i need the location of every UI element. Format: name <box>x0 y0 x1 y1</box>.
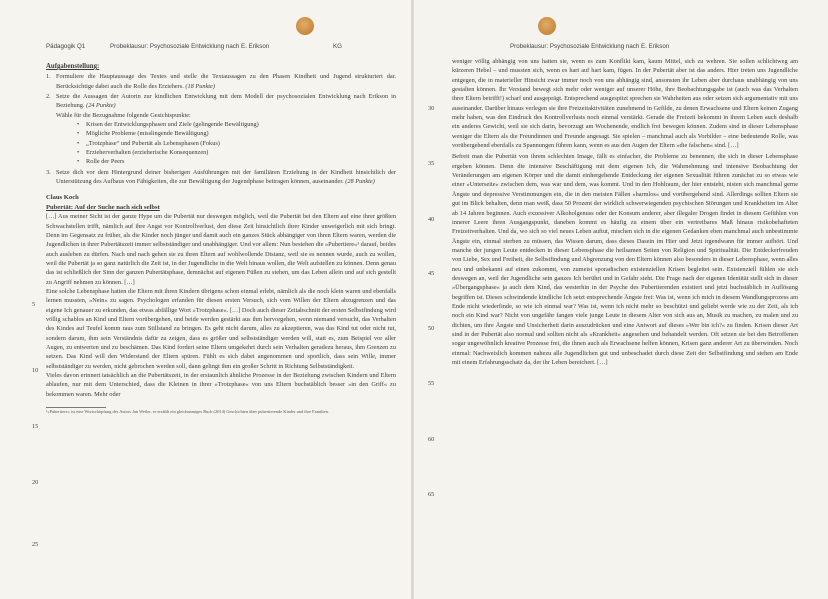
footnote-rule <box>46 407 106 408</box>
task-3-text: Setze dich vor dem Hintergrund deiner bisherigen Ausführungen mit der familiären Erziehung in der Kindheit hinsichtlich der Unterstützung des Aufbaus von Fähigkeiten, die zur Bewältigung der Jugendphase beitragen können, auseinander. <box>56 168 396 186</box>
line-number: 5 <box>32 301 36 308</box>
bullet-item: • Mögliche Probleme (misslingende Bewältigung) <box>86 129 396 138</box>
page-fold <box>411 0 414 599</box>
left-column <box>46 62 396 415</box>
task-2: 2. Setze die Aussagen der Autorin zur kindlichen Entwicklung mit dem Modell der psychosozialen Entwicklung nach Erikson in Beziehung. (24 Punkte) Wähle für die Bezugnahme folgende Gesichtspunkte: • Krisen der Entwicklungsphasen und Ziele (gelingende Bewältigung) • Mögliche Probleme (misslingende Bewältigung) • „Trotzphase“ und Pubertät als Lebensphasen (Fokus) • Erzieherverhalten (erzieherische Konsequenzen) • Rolle der Peers <box>46 92 396 167</box>
tasks-heading: Aufgabenstellung: <box>46 63 100 70</box>
header-exam-title-right: Probeklausur: Psychosoziale Entwicklung nach E. Erikson <box>510 43 670 50</box>
line-number: 15 <box>32 423 39 430</box>
bullet-item: • Erzieherverhalten (erzieherische Konsequenzen) <box>86 148 396 157</box>
task-3-points: (28 Punkte) <box>345 178 375 186</box>
line-number: 45 <box>428 270 435 277</box>
line-number: 65 <box>428 491 435 498</box>
line-number: 10 <box>32 367 39 374</box>
task-3: 3. Setze dich vor dem Hintergrund deiner bisherigen Ausführungen mit der familiären Erziehung in der Kindheit hinsichtlich der Unterstützung des Aufbaus von Fähigkeiten, die zur Bewältigung der Jugendphase beitragen können, auseinander. (28 Punkte) <box>46 168 396 186</box>
line-number: 60 <box>428 436 435 443</box>
article-paragraph: Eine solche Lebensphase hatten die Eltern mit ihren Kindern übrigens schon einmal erlebt, nämlich als die noch klein waren und ebenfalls lernen mussten, »Nein« zu sagen. Psychologen erfanden für diesen ersten Versuch, sich vom Willen der Eltern abzugrenzen und das eigene Ich genauer zu erkunden, das etwas abfällige Wort »Trotzphase«. […] Doch auch dieser Zeitabschnitt der ersten Selbstfindung wird völlig schablos an Kind und Eltern vorübergehen, und beide werden gestärkt aus ihm hervorgehen, wenn niemand versucht, das Verhalten des Kindes auf Teufel komm raus zum Stillstand zu bringen. Es geht nicht darum, alles zu akzeptieren, was das Kind tut oder nicht tut, sondern darum, ihm sein Verständnis dafür zu zeigen, dass es größer und selbstständiger werden will, statt es, zum Beispiel vor aller Augen, zu entwerten und zu beschämen. Das Kind fordert seine Eltern umgekehrt durch sein Verhalten geradezu heraus, ihm Grenzen zu setzen. Das Kind will den Widerstand der Eltern spüren. Fühlt es sich dabei angenommen und sportlich, dass sein Wille, immer selbstständiger zu werden, nicht gebrochen werden soll, dann gelingt ihm ein großer Schritt in Richtung Selbstständigkeit. <box>46 287 396 370</box>
line-number: 20 <box>32 479 39 486</box>
task-2-bullets <box>56 120 396 167</box>
article-paragraph: […] Aus meiner Sicht ist der ganze Hype um die Pubertät nur deswegen möglich, weil die Pubertät bei den Eltern auf eine ihrer größten Schwachstellen trifft, nämlich auf ihre Angst vor Kontrollverlust, den diese Zeit hinsichtlich ihrer Kinder unweigerlich mit sich bringt. Denn im Gegensatz zu früher, als die Kinder noch jünger und damit auch ein ganzes Stück abhängiger von ihren Eltern waren, werden die Jugendlichen in ihrer Pubertätszeit immer selbstständiger und unabhängiger. Und vor allem: Nun bestehen die »Pubertiere«¹ darauf, beides auch ausleben zu dürfen. Nach und nach gehen sie zu ihren Eltern auf wohlwollende Distanz, weil sie es nennen wurde, auch zu wollen, weil die Pubertät ja so ganz natürlich die Zeit ist, in der Jugendliche in die Welt hinaus wollen, die Welt aufstellen zu können. Denn genau das ist schließlich der Sinn der ganzen Pubertätsphase, demnächst auf eigenen Füßen zu stehen, um das Leben allein und auf sich gestellt zu Angriff nehmen zu können. […] <box>46 213 396 286</box>
task-2-points: (24 Punkte) <box>86 102 116 110</box>
line-number: 55 <box>428 380 435 387</box>
line-number: 30 <box>428 105 435 112</box>
bullet-item: • Rolle der Peers <box>86 157 396 166</box>
right-column <box>452 57 798 367</box>
article-paragraph: Vieles davon erinnert tatsächlich an die Pubertätszeit, in der erstaunlich ähnliche Prozesse in der Beziehung zwischen Kindern und Eltern ablaufen, nur mit dem Unterschied, dass die Kleinen in ihrer »Trotzphase« von uns Eltern buchstäblich besser »in den Griff« zu bekommen waren. Mehr oder <box>46 372 396 398</box>
footnote: ¹»Pubertiere« ist eine Wortschöpfung des Autors Jan Weiler, er erzählt ein gleichnamiges Buch (2014) Geschichten über pubertierende Kinder und ihre Familien. <box>46 409 329 415</box>
article-paragraph: Befreit man die Pubertät von ihrem schlechten Image, fällt es einfacher, die Probleme zu benennen, die sich in dieser Lebensphase ergeben können. Denn die intensive Beschäftigung mit dem eigenen Ich, die Wahrnehmung und intensive Beobachtung der Veränderungen am eigenen Körper und die damit einhergehende Entdeckung der eigenen Sexualität führen zunächst zu so etwas wie einer »Unterseite« zwischen dem, was war und dem, was kommt. Und in den Hohlraum, der hier entsteht, nisten sich manchmal gerne Ängste und depressive Verstimmungen ein, die in den meisten Fällen »harmlos« und vorübergehend sind. Allerdings sollten Eltern sie gut im Blick behalten, denn man weiß, dass 50 Prozent der wirklich schwerwiegenden psychischen Störungen und Krankheiten im Alter ab 14 Jahren beginnen. Auch exzessiver Alkoholgenuss oder der Konsum anderer, aber illegaler Drogen findet in diesem Gefühlen von innerer Leere ihren Ausgangspunkt, daneben kommt es häufig zu einem über ein vertretbares Maß hinaus risikobehafteten Freizeitverhalten. Und da, wo sich so viel neues Leben auftut, mischen sich in die eigenen Gedanken eben manchmal auch unbestimmte Ängste ein, einmal sterben zu müssen, das Wissen darum, dass dieses Dasein im Hier und Jetzt irgendwann für immer aufhört. Und manche der jungen Leute entdecken in dieser Lebensphase die heilsamen Seiten von Religion und Spiritualität. Die Entdeckerfreuden von Liebe, Sex und Freiheit, die Selbstfindung und Abgrenzung von den Eltern können also besonders in dieser Lebensphase, wenn alles neu und unbekannt auf einen zukommt, von zumeist sporadischen existenziellen Krisen begleitet sein. Existenziell fühlen sie sich deswegen an, weil der Jugendliche sein ganzes Ich berührt und in Gefahr sieht. Die Frage nach der eigenen Identität stellt sich in dieser »Übergangsphase« ja auch dem Kind, das westerhin in der Psyche des Pubertierenden existiert und jetzt buchstäblich in Auflösung begriffen ist. Dieses schwindende kindliche Ich setzt entsprechende Ängste frei: Was ist, wenn ich mich in diesem Wandlungsprozess am Ende nicht wiederfinde, so wie ich einmal war? Was ist, wenn ich nicht mehr so beschützt und geliebt werde wie zu der Zeit, als ich noch ein Kind war? Nicht von ungefähr fangen viele junge Leute in diesem Alter von sich aus an, Musik zu machen, zu malen und zu dichten, um ihre Ängste und Unsicherheit darin auszudrücken und eine Antwort auf dieses »Wer bin ich?« zu finden. Krisen dieser Art sind in der Pubertät also normal und sollten nicht als »Krankheit« angesehen und behandelt werden. Oft setzen sie bei den Betroffenen sogar ungewöhnlich kreative Prozesse frei, die ihnen auch als Erwachsene helfen können, Krisen ganz anderer Art zu überwinden. Noch einmal: Nachweislich kommen nahezu alle Jugendlichen gut und unbeschadet durch diese Zeit der Selbstfindung und stehen am Ende mit einem Erfahrungsschatz da, der ihr Leben bereichert. […] <box>452 153 798 366</box>
header-subject: Pädagogik Q1 <box>46 43 86 50</box>
article-title: Pubertät: Auf der Suche nach sich selbst <box>46 203 160 211</box>
article-author: Claus Koch <box>46 194 79 202</box>
header-course: KG <box>333 43 342 50</box>
task-2-intro: Wähle für die Bezugnahme folgende Gesichtspunkte: <box>56 111 191 119</box>
punch-hole-right <box>538 17 556 35</box>
line-number: 25 <box>32 541 39 548</box>
header-exam-title: Probeklausur: Psychosoziale Entwicklung nach E. Erikson <box>110 43 270 50</box>
task-1-points: (18 Punkte) <box>185 82 215 90</box>
bullet-item: • „Trotzphase“ und Pubertät als Lebensphasen (Fokus) <box>86 139 396 148</box>
line-number: 50 <box>428 325 435 332</box>
task-1: 1. Formuliere die Hauptaussage des Textes und stelle die Textaussagen zu den Phasen Kindheit und Jugend strukturiert dar. Berücksichtige dabei auch die Rolle des Erziehers. (18 Punkte) <box>46 73 396 90</box>
task-2-text: Setze die Aussagen der Autorin zur kindlichen Entwicklung mit dem Modell der psychosozialen Entwicklung nach Erikson in Beziehung. <box>56 93 396 110</box>
bullet-item: • Krisen der Entwicklungsphasen und Ziele (gelingende Bewältigung) <box>86 120 396 129</box>
article-paragraph: weniger völlig abhängig von uns hatten sie, wenn es zum Konflikt kam, kaum Mittel, sich zu wehren. Sie sollen schlichtweg am kürzeren Hebel – und mussten sich, wenn es hart auf hart kam, fügen. In der Pubertät aber ist das anders. Hier treten uns Jugendliche entgegen, die in materieller Hinsicht zwar immer noch von uns abhängig sind, ansonsten ihr Leben aber durchaus unabhängig von uns gestalten können. Ihr Verstand bewegt sich mehr oder weniger auf unserer Höhe, ihre Beobachtungsgabe ist (auch was das Verhalten ihrer Eltern betrifft!) scharf und ausgeprägt. Entsprechend ausgespitzt sprechen sie Wahrheiten aus oder setzen sich argumentativ mit uns auseinander. Darüber hinaus verlegen sie ihre Freizeitaktivitäten zunehmend in Gefilde, zu denen Erwachsene und Eltern keinen Zugang mehr haben, was den Eindruck des Kontrollverlusts noch einmal verstärkt. Gerade die Freizeit bekommt in ihrem Leben auch deshalb ein anderes Gewicht, weil sie sich darin, bevorzugt am Wochenende, endlich frei bewegen können. Zudem sind in dieser Lebensphase weniger die Eltern als die Freundinnen und Freunde angesagt. Sie spielen – manchmal auch als Vorbilder – eine bedeutende Rolle, was vorübergehend ebenfalls zu Spannungen führen kann, wenn es aus den Augen der Eltern »die falschen« sind. […] <box>452 58 798 150</box>
punch-hole-left <box>296 17 314 35</box>
line-number: 40 <box>428 216 435 223</box>
task-1-text: Formuliere die Hauptaussage des Textes und stelle die Textaussagen zu den Phasen Kindheit und Jugend strukturiert dar. Berücksichtige dabei auch die Rolle des Erziehers. <box>56 73 396 90</box>
line-number: 35 <box>428 160 435 167</box>
